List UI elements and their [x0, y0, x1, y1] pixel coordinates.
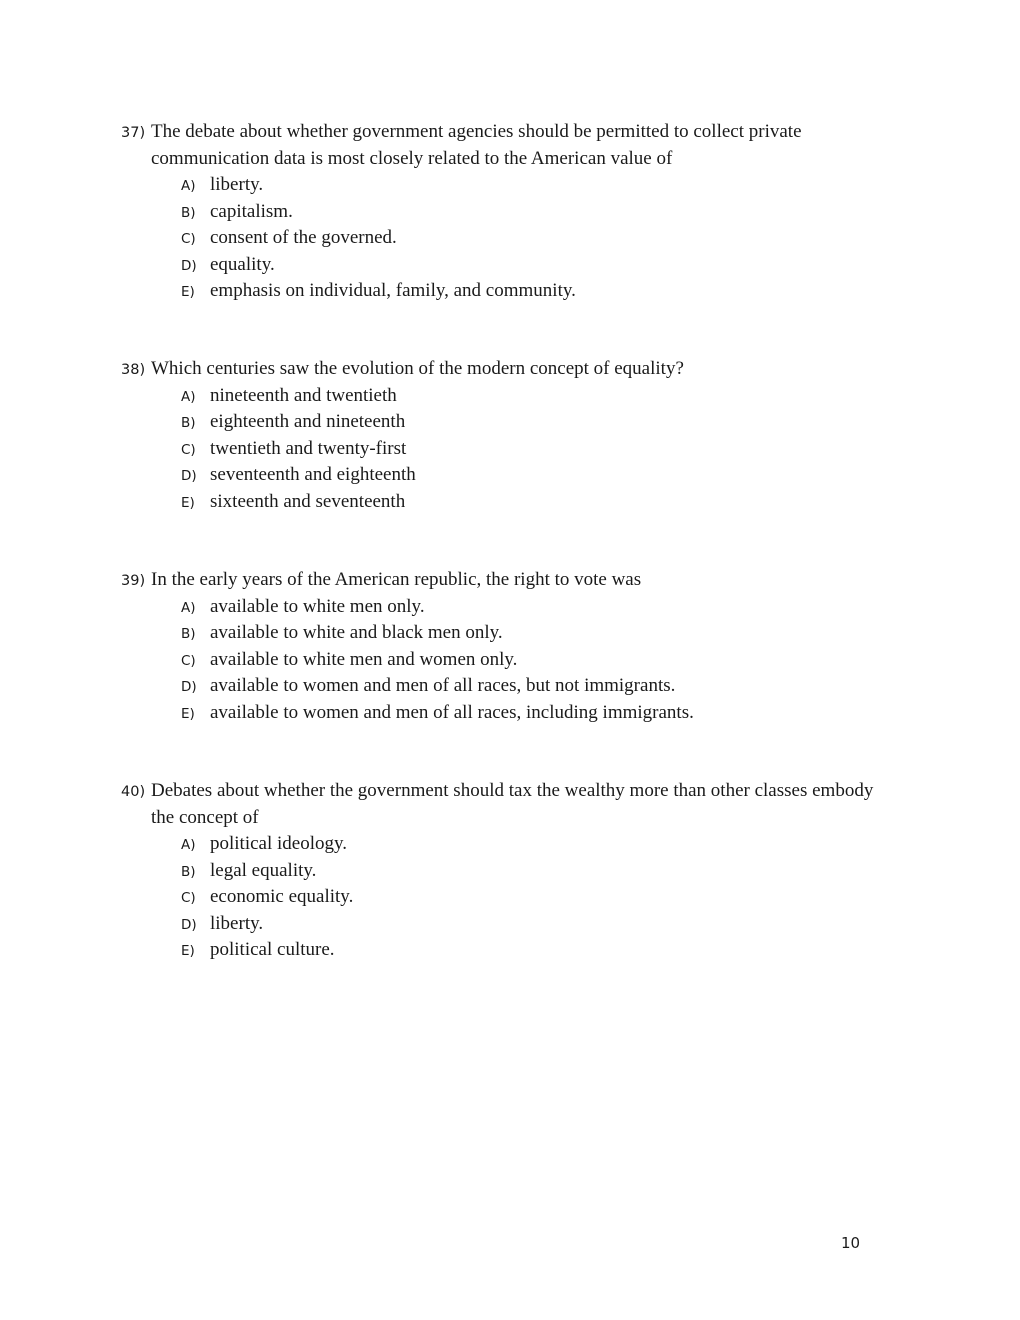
question-38: [121, 356, 881, 515]
option-text: nineteenth and twentieth: [210, 384, 397, 406]
option-letter: C): [181, 652, 196, 669]
option-letter: A): [181, 837, 196, 853]
question-stem: [121, 567, 881, 594]
option-d: [121, 252, 881, 279]
option-text: seventeenth and eighteenth: [210, 464, 416, 485]
option-letter: D): [181, 468, 197, 484]
option-letter: E): [181, 705, 195, 722]
option-text: available to white men only.: [210, 595, 425, 617]
question-stem: [121, 778, 881, 831]
option-e: [121, 700, 881, 727]
question-number: 40): [121, 784, 146, 800]
option-text: political culture.: [210, 939, 335, 960]
option-text: eighteenth and nineteenth: [210, 411, 406, 432]
option-c: [121, 884, 881, 911]
question-text: Which centuries saw the evolution of the modern concept of equality?: [151, 358, 684, 379]
option-text: economic equality.: [210, 886, 354, 907]
question-39: [121, 567, 881, 726]
option-text: capitalism.: [210, 200, 293, 222]
question-text: The debate about whether government agencies should be permitted to collect private communication data is most closely related to the American value of: [151, 121, 802, 169]
option-letter: A): [181, 388, 196, 405]
option-text: available to white and black men only.: [210, 622, 503, 643]
answer-options: [121, 831, 881, 964]
option-letter: C): [181, 441, 196, 458]
option-a: [121, 172, 881, 199]
question-number: 39): [121, 573, 146, 589]
option-letter: E): [181, 284, 195, 300]
question-number: 38): [121, 362, 146, 378]
option-text: available to women and men of all races, including immigrants.: [210, 701, 694, 723]
option-letter: C): [181, 890, 196, 906]
option-text: twentieth and twenty-first: [210, 437, 407, 459]
question-text: Debates about whether the government should tax the wealthy more than other classes embody the concept of: [151, 780, 874, 828]
question-number: 37): [121, 125, 146, 141]
option-letter: B): [181, 626, 196, 642]
answer-options: [121, 383, 881, 516]
option-text: emphasis on individual, family, and community.: [210, 280, 576, 301]
option-letter: D): [181, 257, 197, 274]
option-text: available to white men and women only.: [210, 648, 518, 670]
option-b: [121, 620, 881, 647]
option-letter: B): [181, 863, 196, 880]
option-letter: D): [181, 679, 197, 695]
option-c: [121, 225, 881, 252]
option-text: legal equality.: [210, 859, 317, 881]
option-a: [121, 594, 881, 621]
question-37: [121, 119, 881, 305]
option-d: [121, 673, 881, 700]
option-letter: A): [181, 178, 196, 194]
option-e: [121, 278, 881, 305]
option-b: [121, 858, 881, 885]
option-b: [121, 409, 881, 436]
option-text: available to women and men of all races, but not immigrants.: [210, 675, 676, 696]
option-letter: B): [181, 204, 196, 221]
option-c: [121, 436, 881, 463]
option-letter: C): [181, 231, 196, 247]
option-text: liberty.: [210, 912, 264, 934]
option-d: [121, 462, 881, 489]
question-stem: [121, 119, 881, 172]
question-stem: [121, 356, 881, 383]
option-letter: E): [181, 494, 195, 511]
option-letter: D): [181, 916, 197, 933]
option-letter: E): [181, 943, 195, 959]
option-letter: A): [181, 599, 196, 616]
option-a: [121, 831, 881, 858]
option-text: equality.: [210, 253, 275, 275]
option-c: [121, 647, 881, 674]
page-number: 10: [841, 1234, 861, 1252]
answer-options: [121, 594, 881, 727]
option-letter: B): [181, 415, 196, 431]
option-text: liberty.: [210, 174, 264, 195]
question-text: In the early years of the American republic, the right to vote was: [151, 569, 642, 590]
question-40: [121, 778, 881, 964]
option-d: [121, 911, 881, 938]
option-text: consent of the governed.: [210, 227, 397, 248]
answer-options: [121, 172, 881, 305]
option-a: [121, 383, 881, 410]
option-text: political ideology.: [210, 833, 348, 854]
option-text: sixteenth and seventeenth: [210, 490, 406, 512]
option-e: [121, 937, 881, 964]
option-b: [121, 199, 881, 226]
option-e: [121, 489, 881, 516]
